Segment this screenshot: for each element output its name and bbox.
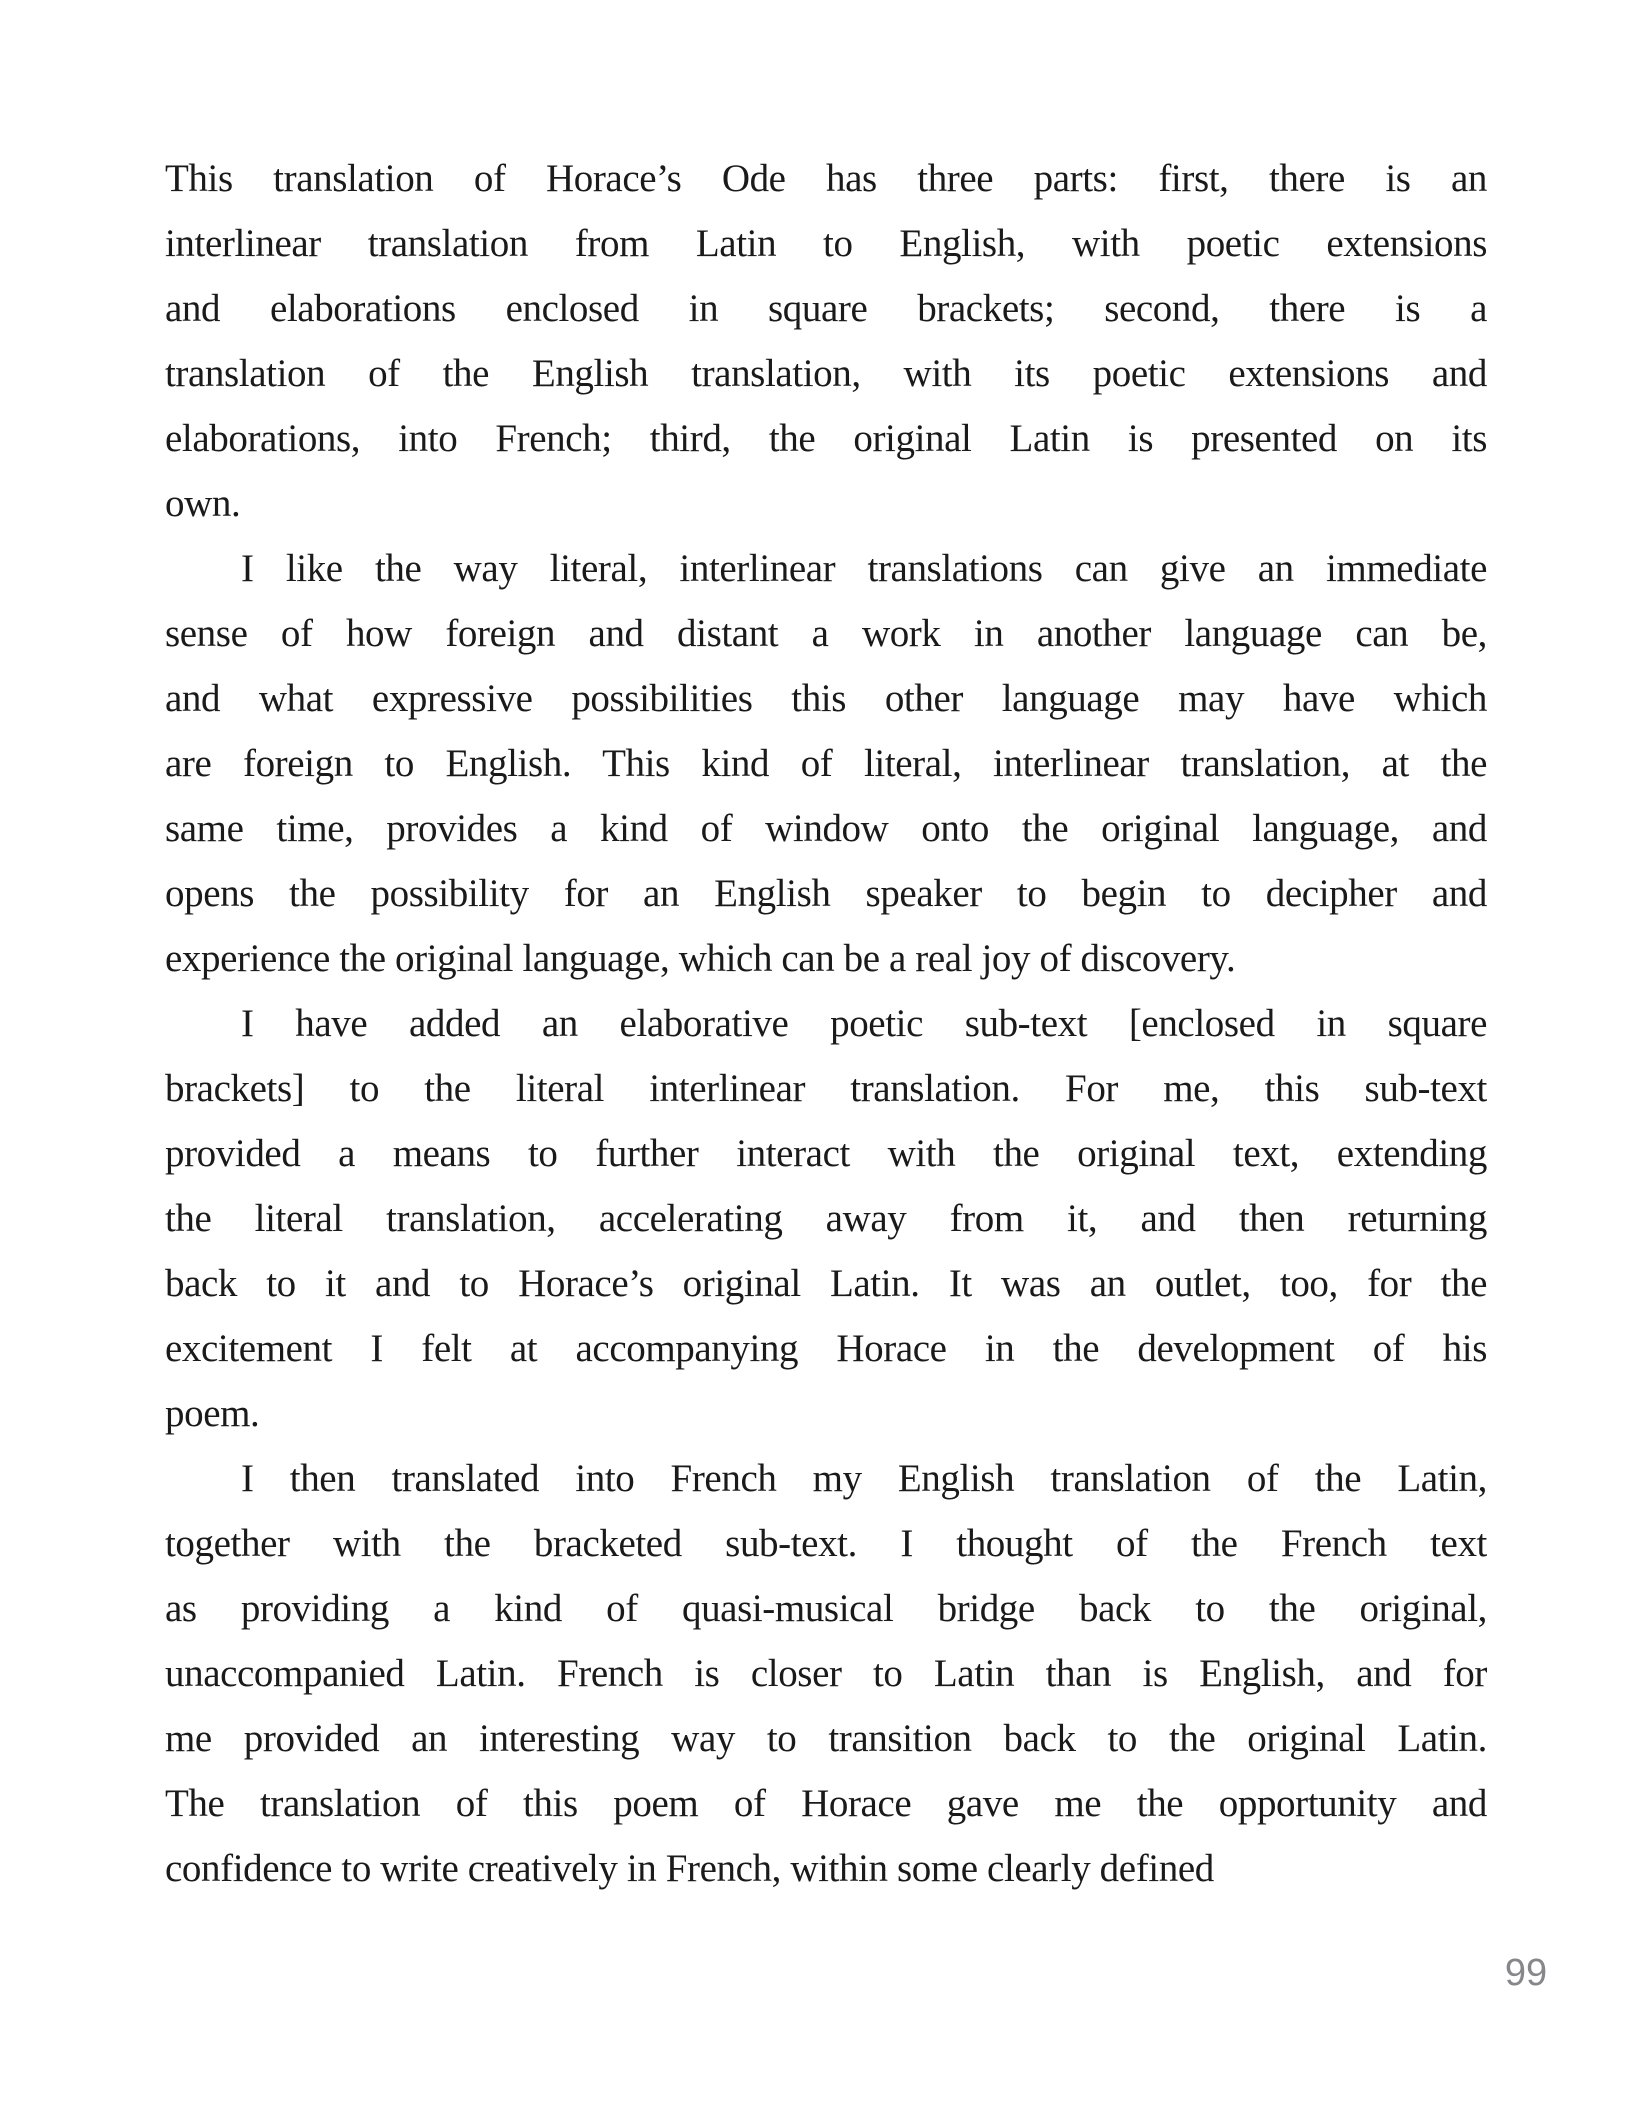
text-line: own. bbox=[165, 482, 241, 525]
text-line: back to it and to Horace’s original Latin. It was an outlet, too, for the bbox=[165, 1262, 1487, 1305]
text-line: the literal translation, accelerating away from it, and then returning bbox=[165, 1197, 1487, 1240]
text-line: as providing a kind of quasi-musical bridge back to the original, bbox=[165, 1587, 1487, 1630]
text-line: excitement I felt at accompanying Horace in the development of his bbox=[165, 1327, 1487, 1370]
text-line: together with the bracketed sub-text. I thought of the French text bbox=[165, 1522, 1487, 1565]
paragraph bbox=[165, 146, 1487, 536]
paragraph bbox=[165, 991, 1487, 1446]
paragraph bbox=[165, 1446, 1487, 1901]
text-line: brackets] to the literal interlinear translation. For me, this sub-text bbox=[165, 1067, 1487, 1110]
text-line: I like the way literal, interlinear translations can give an immediate bbox=[241, 547, 1487, 590]
body-text bbox=[165, 146, 1487, 1901]
text-line: are foreign to English. This kind of literal, interlinear translation, at the bbox=[165, 742, 1487, 785]
text-line: unaccompanied Latin. French is closer to Latin than is English, and for bbox=[165, 1652, 1487, 1695]
text-line: sense of how foreign and distant a work in another language can be, bbox=[165, 612, 1487, 655]
text-line: provided a means to further interact with the original text, extending bbox=[165, 1132, 1487, 1175]
text-line: experience the original language, which can be a real joy of discovery. bbox=[165, 937, 1236, 980]
text-line: interlinear translation from Latin to English, with poetic extensions bbox=[165, 222, 1487, 265]
text-line: translation of the English translation, with its poetic extensions and bbox=[165, 352, 1487, 395]
text-line: The translation of this poem of Horace gave me the opportunity and bbox=[165, 1782, 1487, 1825]
paragraph bbox=[165, 536, 1487, 991]
text-line: I then translated into French my English translation of the Latin, bbox=[241, 1457, 1487, 1500]
text-line: I have added an elaborative poetic sub-text [enclosed in square bbox=[241, 1002, 1487, 1045]
text-line: elaborations, into French; third, the original Latin is presented on its bbox=[165, 417, 1487, 460]
text-line: poem. bbox=[165, 1392, 260, 1435]
text-line: and elaborations enclosed in square brackets; second, there is a bbox=[165, 287, 1487, 330]
text-line: same time, provides a kind of window onto the original language, and bbox=[165, 807, 1487, 850]
text-line: This translation of Horace’s Ode has three parts: first, there is an bbox=[165, 157, 1487, 200]
page-number: 99 bbox=[1504, 1952, 1548, 1994]
text-line: me provided an interesting way to transition back to the original Latin. bbox=[165, 1717, 1487, 1760]
text-line: opens the possibility for an English speaker to begin to decipher and bbox=[165, 872, 1487, 915]
text-line: confidence to write creatively in French, within some clearly defined bbox=[165, 1847, 1214, 1890]
text-line: and what expressive possibilities this other language may have which bbox=[165, 677, 1487, 720]
